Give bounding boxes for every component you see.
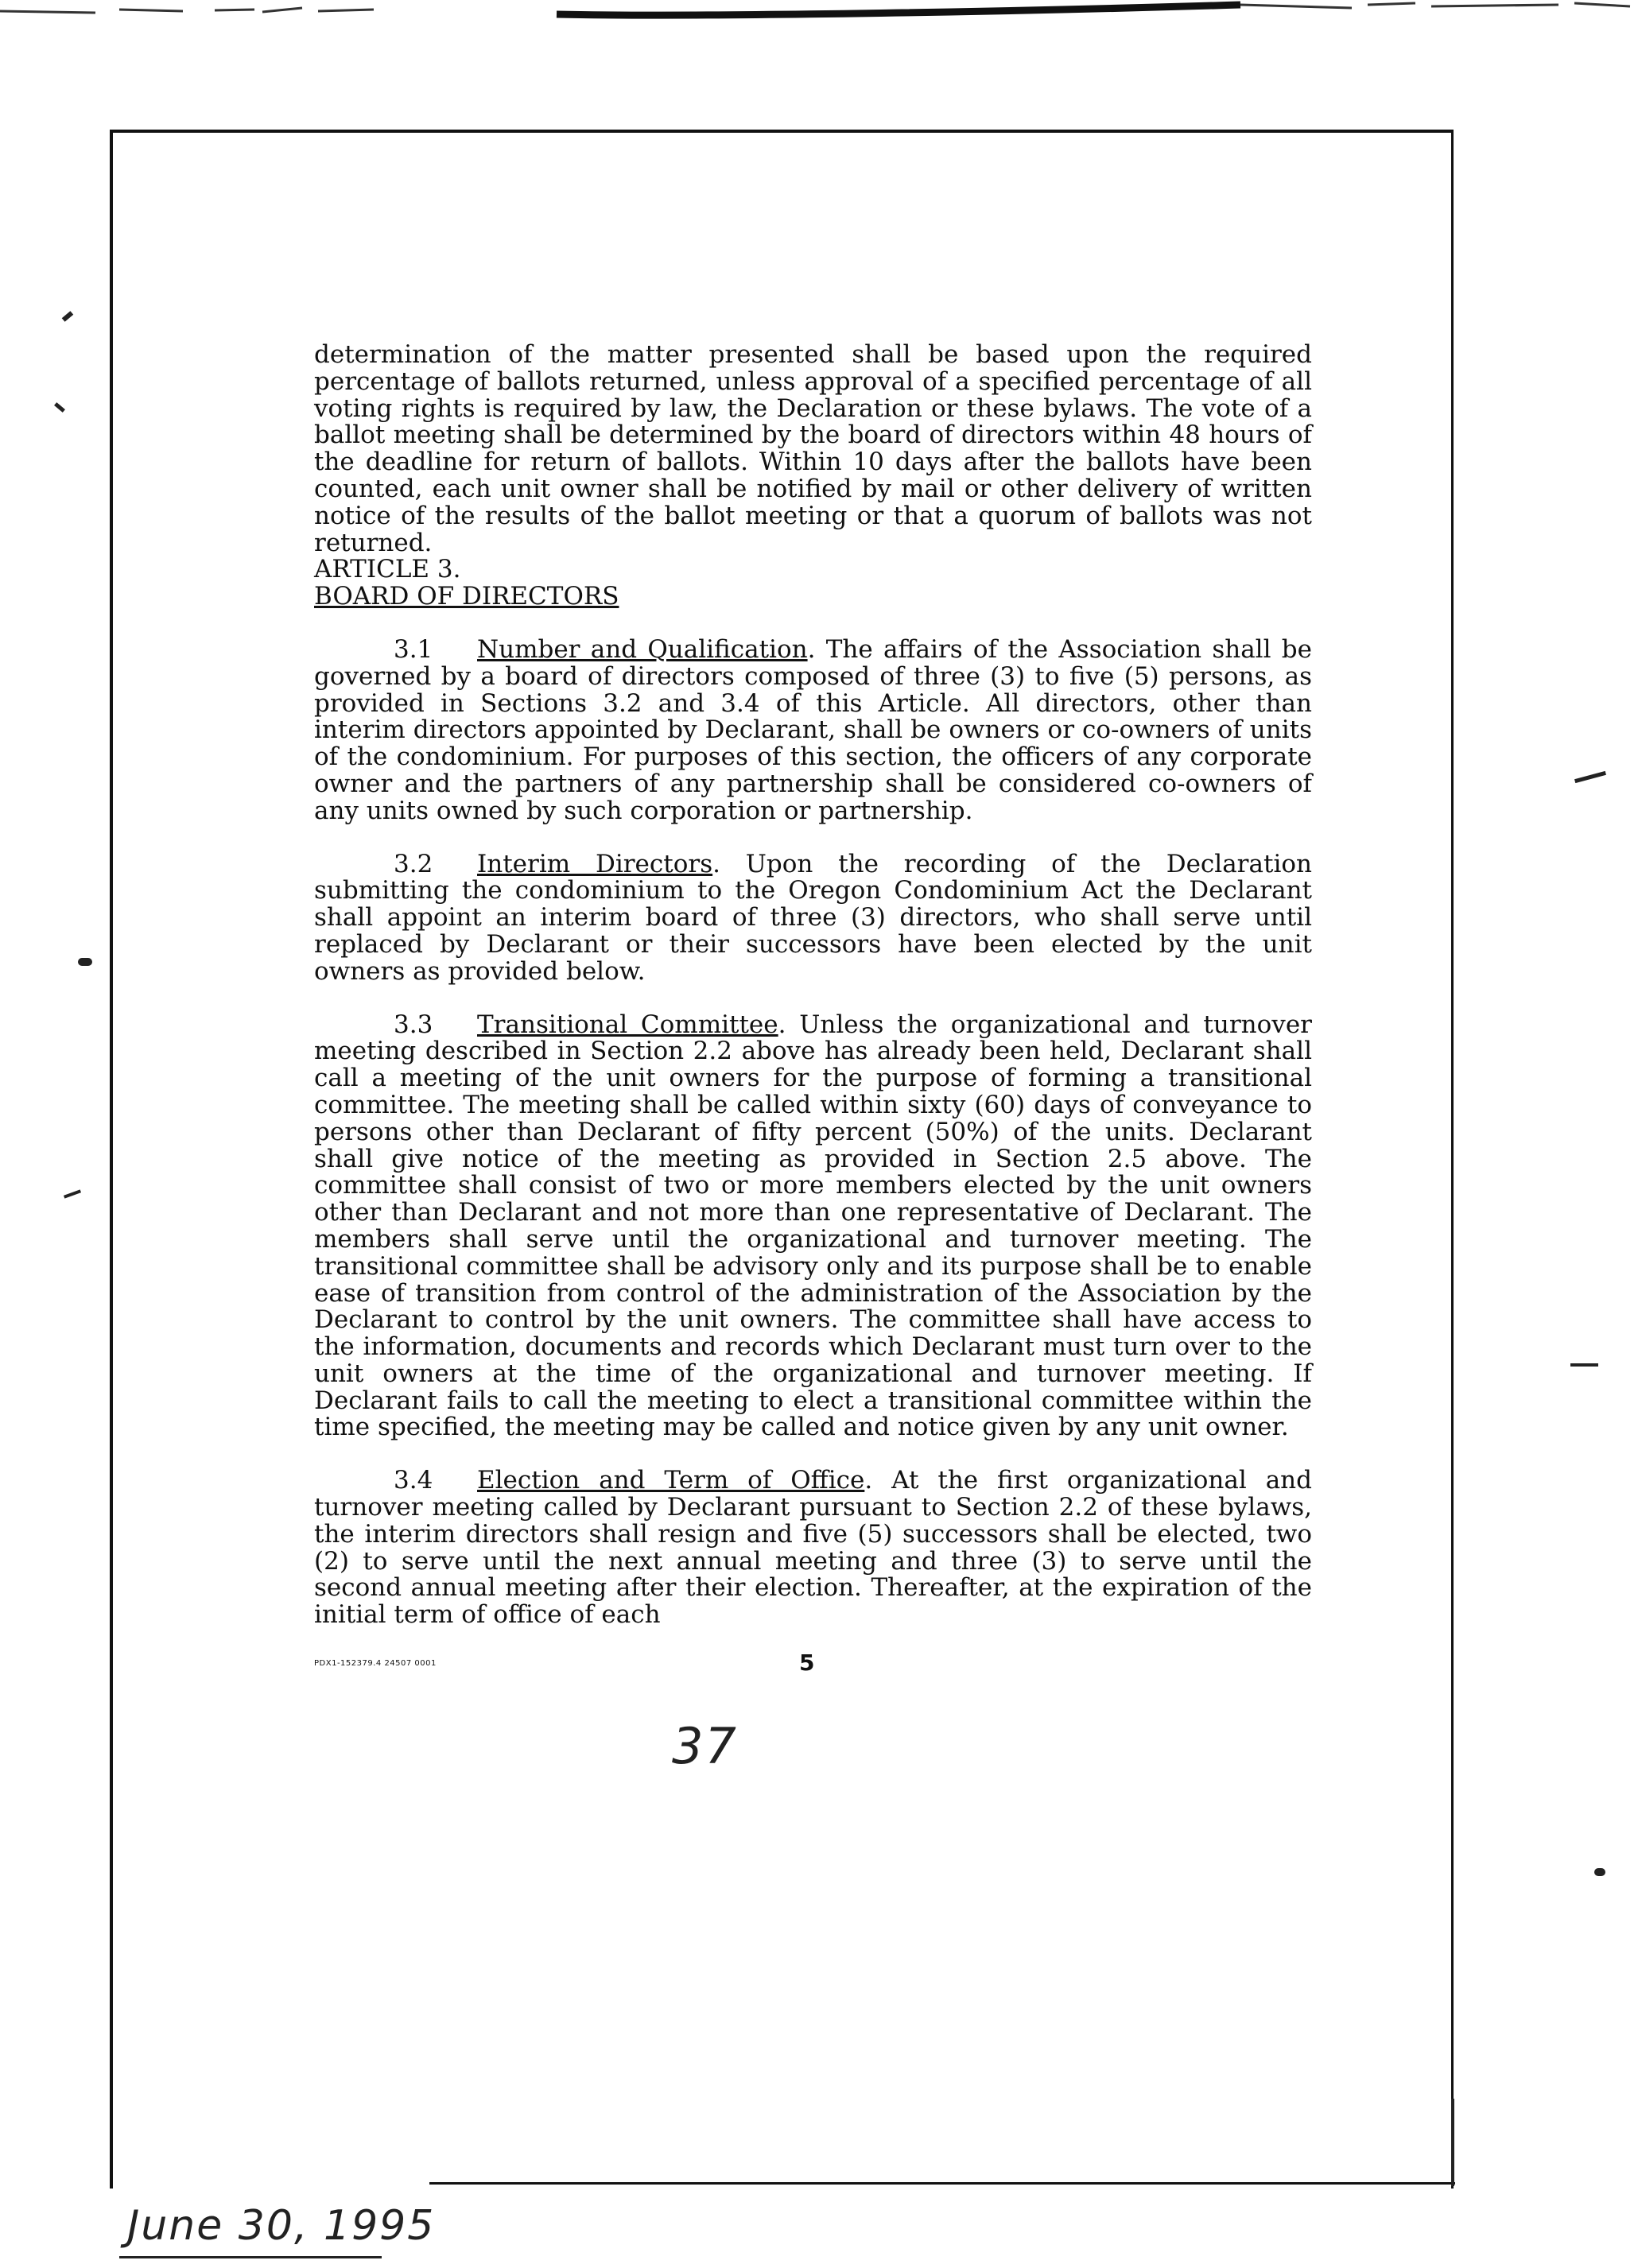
scan-speck: [64, 1189, 81, 1198]
scan-speck: [1594, 1868, 1605, 1876]
section-text: . Unless the organizational and turnover meeting described in Section 2.2 above has already been held, Declarant shall call a meeting of the unit owners for the purpose of forming a transitional committee. The meeting shall be called within sixty (60) days of conveyance to persons other than Declarant of fifty percent (50%) of the units. Declarant shall give notice of the meeting as provided in Section 2.5 above. The committee shall consist of two or more members elected by the unit owners other than Declarant and not more than one representative of Declarant. The members shall serve until the organizational and turnover meeting. The transitional committee shall be advisory only and its purpose shall be to enable ease of transition from control of the administration of the Association by the Declarant to control by the unit owners. The committee shall have access to the information, documents and records which Declarant must turn over to the unit owners at the time of the organizational and turnover meeting. If Declarant fails to call the meeting to elect a transitional committee within the time specified, the meeting may be called and notice given by any unit owner.: [314, 1010, 1312, 1442]
scan-speck: [1570, 1363, 1598, 1367]
section-number: 3.2: [394, 849, 433, 878]
section-number: 3.3: [394, 1010, 433, 1039]
section-title: Interim Directors: [477, 849, 713, 878]
scan-speck: [1451, 2099, 1454, 2186]
section-text: . At the first organizational and turnover meeting called by Declarant pursuant to Section 2.2 of these bylaws, the interim directors shall resign and five (5) successors shall be elected, two (2) to serve until the next annual meeting and three (3) to serve until the second annual meeting after their election. Thereafter, at the expiration of the initial term of office of each: [314, 1466, 1312, 1630]
document-body: [314, 342, 1312, 1629]
page-number: 5: [799, 1650, 815, 1676]
section-title: Election and Term of Office: [477, 1466, 865, 1495]
section-number: 3.4: [394, 1466, 433, 1495]
intro-paragraph: determination of the matter presented shall be based upon the required percentage of ballots returned, unless approval of a specified percentage of all voting rights is required by law, the Declaration or these bylaws. The vote of a ballot meeting shall be determined by the board of directors within 48 hours of the deadline for return of ballots. Within 10 days after the ballots have been counted, each unit owner shall be notified by mail or other delivery of written notice of the results of the ballot meeting or that a quorum of ballots was not returned.: [314, 340, 1312, 557]
page-frame-bottom: [429, 2182, 1455, 2185]
section-text: . The affairs of the Association shall be governed by a board of directors composed of three (3) to five (5) persons, as provided in Sections 3.2 and 3.4 of this Article. All directors, other than interim directors appointed by Declarant, shall be owners or co-owners of units of the condominium. For purposes of this section, the officers of any corporate owner and the partners of any partnership shall be considered co-owners of any units owned by such corporation or partnership.: [314, 634, 1312, 825]
article-title: BOARD OF DIRECTORS: [314, 582, 619, 611]
scan-speck: [78, 958, 92, 966]
section-title: Number and Qualification: [477, 634, 808, 664]
section-3-4: [314, 1467, 1312, 1629]
section-title: Transitional Committee: [477, 1010, 778, 1039]
handwritten-page-number: 37: [672, 1717, 738, 1775]
section-text: . Upon the recording of the Declaration submitting the condominium to the Oregon Condominium Act the Declarant shall appoint an interim board of three (3) directors, who shall serve until replaced by Declarant or their successors have been elected by the unit owners as provided below.: [314, 849, 1312, 986]
handwritten-date-underline: [119, 2256, 382, 2258]
footer-doc-id: PDX1-152379.4 24507 0001: [314, 1659, 437, 1668]
page-footer: [314, 1650, 1312, 1681]
scan-top-edge: [0, 0, 1638, 32]
scan-speck: [1574, 771, 1606, 783]
scan-speck: [62, 311, 74, 322]
section-3-2: [314, 851, 1312, 986]
section-number: 3.1: [394, 634, 433, 664]
section-3-3: [314, 1012, 1312, 1442]
scan-speck: [54, 402, 65, 413]
section-3-1: [314, 634, 1312, 825]
article-heading: ARTICLE 3.: [314, 555, 461, 584]
handwritten-date: June 30, 1995: [127, 2202, 436, 2250]
